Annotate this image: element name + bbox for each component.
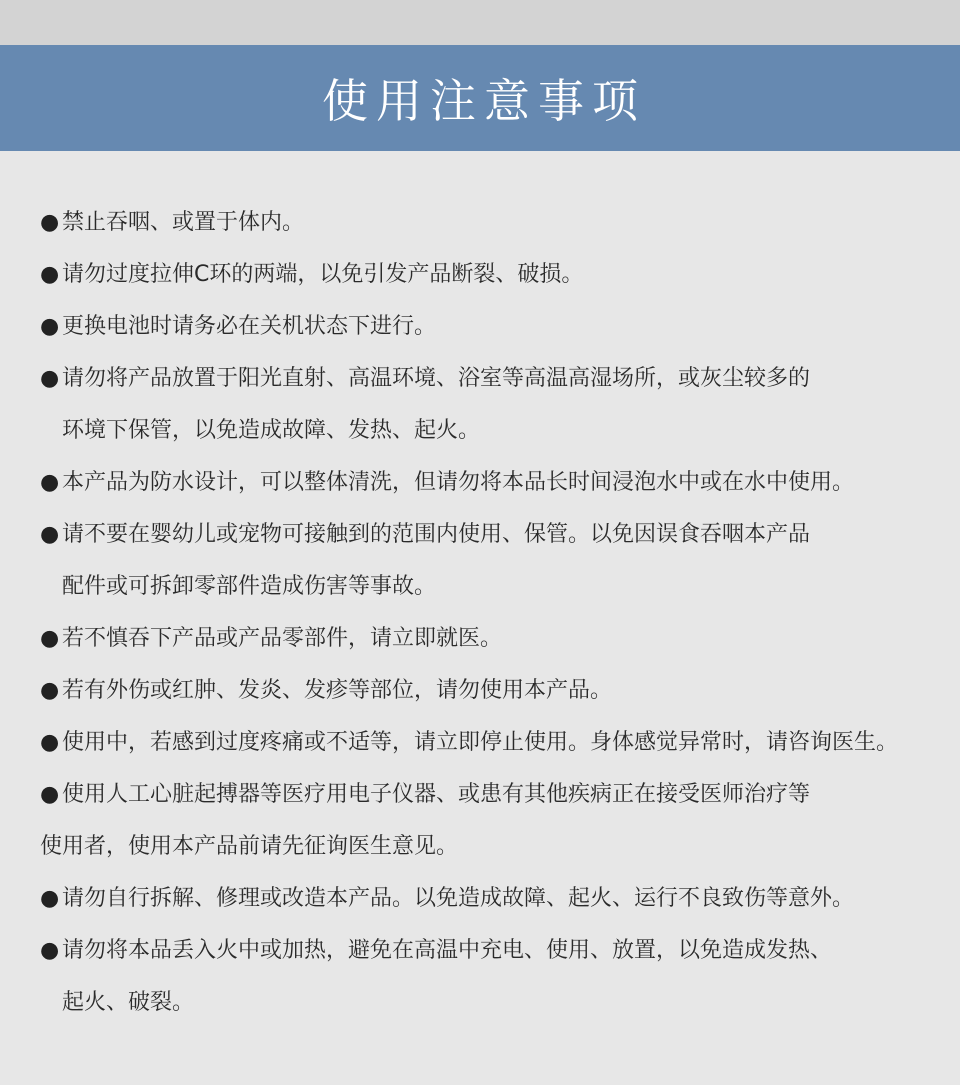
bullet-icon: ●: [40, 366, 60, 391]
bullet-icon: ●: [40, 886, 60, 911]
notice-text: 使用人工心脏起搏器等医疗用电子仪器、或患有其他疾病正在接受医师治疗等: [62, 782, 811, 807]
notice-text: 请勿将产品放置于阳光直射、高温环境、浴室等高温高湿场所，或灰尘较多的: [62, 366, 811, 391]
bullet-icon: ●: [40, 782, 60, 807]
bullet-icon: ●: [40, 938, 60, 963]
notice-text: 禁止吞咽、或置于体内。: [62, 210, 305, 235]
notice-text: 更换电池时请务必在关机状态下进行。: [62, 314, 437, 339]
notice-text: 若不慎吞下产品或产品零部件，请立即就医。: [62, 626, 503, 651]
notice-item: [40, 249, 920, 301]
notice-text: 本产品为防水设计，可以整体清洗，但请勿将本品长时间浸泡水中或在水中使用。: [62, 470, 855, 495]
notice-item: [40, 509, 920, 613]
bullet-icon: ●: [40, 210, 60, 235]
bullet-icon: ●: [40, 626, 60, 651]
notice-text-continued: 使用者，使用本产品前请先征询医生意见。: [40, 834, 459, 859]
notice-list: [0, 151, 960, 1029]
notice-text: 请勿过度拉伸C环的两端，以免引发产品断裂、破损。: [62, 262, 584, 287]
notice-item: [40, 769, 920, 873]
notice-item: [40, 925, 920, 1029]
notice-item: [40, 353, 920, 457]
notice-text-continued: 起火、破裂。: [62, 990, 195, 1015]
bullet-icon: ●: [40, 262, 60, 287]
notice-item: [40, 873, 920, 925]
bullet-icon: ●: [40, 730, 60, 755]
notice-text: 使用中，若感到过度疼痛或不适等，请立即停止使用。身体感觉异常时，请咨询医生。: [62, 730, 899, 755]
notice-text: 请勿将本品丢入火中或加热，避免在高温中充电、使用、放置，以免造成发热、: [62, 938, 833, 963]
notice-text: 请不要在婴幼儿或宠物可接触到的范围内使用、保管。以免因误食吞咽本产品: [62, 522, 811, 547]
notice-item: [40, 457, 920, 509]
notice-item: [40, 665, 920, 717]
notice-text-continued: 环境下保管，以免造成故障、发热、起火。: [62, 418, 481, 443]
notice-text: 若有外伤或红肿、发炎、发疹等部位，请勿使用本产品。: [62, 678, 613, 703]
title-banner: [0, 45, 960, 151]
bullet-icon: ●: [40, 678, 60, 703]
bullet-icon: ●: [40, 522, 60, 547]
notice-text-continued: 配件或可拆卸零部件造成伤害等事故。: [62, 574, 437, 599]
bullet-icon: ●: [40, 470, 60, 495]
page-title: 使用注意事项: [322, 74, 646, 128]
notice-text: 请勿自行拆解、修理或改造本产品。以免造成故障、起火、运行不良致伤等意外。: [62, 886, 855, 911]
notice-item: [40, 301, 920, 353]
notice-item: [40, 717, 920, 769]
top-strip: [0, 0, 960, 45]
notice-item: [40, 197, 920, 249]
bullet-icon: ●: [40, 314, 60, 339]
notice-item: [40, 613, 920, 665]
